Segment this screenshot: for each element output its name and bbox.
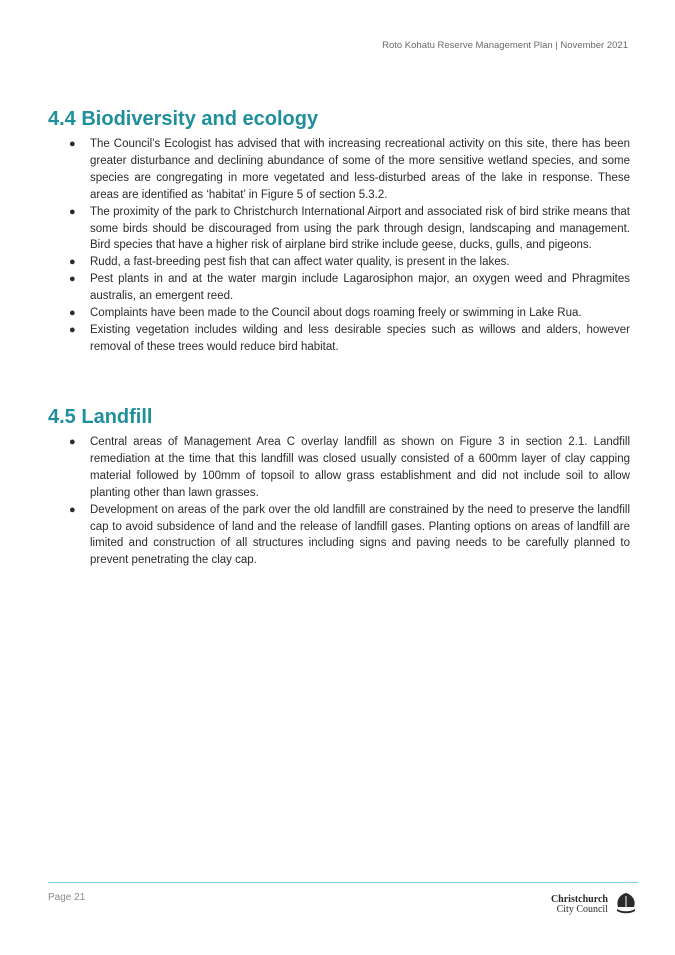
bullet-text: The proximity of the park to Christchurch International Airport and associated risk of bird strike means that some birds should be discouraged from using the park through design, landscaping and management. Bird species that have a higher risk of airplane bird strike include geese, ducks, gulls, and pigeons. [90, 205, 630, 252]
logo-line-1: Christchurch [550, 894, 608, 905]
council-logo [548, 892, 638, 916]
bullet-icon: ● [69, 503, 76, 516]
logo-line-2: City Council [556, 904, 608, 915]
bullet-text: Rudd, a fast-breeding pest fish that can affect water quality, is present in the lakes. [90, 256, 510, 269]
page-number: Page 21 [48, 892, 86, 903]
footer-divider [48, 882, 638, 883]
bullet-text: Existing vegetation includes wilding and less desirable species such as willows and alders, however removal of these trees would reduce bird habitat. [90, 323, 630, 353]
section-heading: 4.4 Biodiversity and ecology [48, 108, 319, 130]
section-landfill [48, 404, 630, 569]
section-biodiversity [48, 106, 630, 356]
bullet-icon: ● [69, 205, 76, 218]
bullet-item [48, 254, 630, 271]
section-heading: 4.5 Landfill [48, 406, 153, 428]
bullet-item [48, 322, 630, 356]
bullet-text: Central areas of Management Area C overlay landfill as shown on Figure 3 in section 2.1. Landfill remediation at the time that this landfill was closed usually consisted of a 600mm layer of clay capping material followed by 100mm of topsoil to allow grass establishment and did not include soil to allow planting other than lawn grasses. [90, 436, 630, 499]
christchurch-leaf-logo-icon [614, 892, 638, 916]
bullet-item [48, 305, 630, 322]
bullet-item [48, 434, 630, 502]
bullet-list [48, 136, 630, 356]
bullet-icon: ● [69, 323, 76, 336]
bullet-text: Complaints have been made to the Council about dogs roaming freely or swimming in Lake Rua. [90, 307, 582, 320]
bullet-text: Development on areas of the park over the old landfill are constrained by the need to preserve the landfill cap to avoid subsidence of land and the release of landfill gases. Planting options on areas of landfill are limited and construction of all structures including signs and paving needs to be carefully planned to prevent penetrating the clay cap. [90, 503, 630, 567]
bullet-icon: ● [69, 256, 76, 269]
bullet-text: Pest plants in and at the water margin include Lagarosiphon major, an oxygen weed and Phragmites australis, an emergent reed. [90, 273, 630, 303]
bullet-item [48, 136, 630, 204]
bullet-icon: ● [69, 273, 76, 286]
bullet-icon: ● [69, 138, 76, 150]
bullet-item [48, 502, 630, 570]
bullet-item [48, 204, 630, 255]
bullet-icon: ● [69, 436, 76, 448]
running-header: Roto Kohatu Reserve Management Plan | November 2021 [382, 40, 628, 51]
bullet-item [48, 271, 630, 305]
bullet-icon: ● [69, 307, 76, 320]
bullet-list [48, 434, 630, 569]
bullet-text: The Council’s Ecologist has advised that with increasing recreational activity on this site, there has been greater disturbance and declining abundance of some of the more sensitive wetland species, and some species are congregating in more vegetated and less-disturbed areas of the lake in response. These areas are identified as ‘habitat’ in Figure 5 of section 5.3.2. [90, 138, 630, 201]
